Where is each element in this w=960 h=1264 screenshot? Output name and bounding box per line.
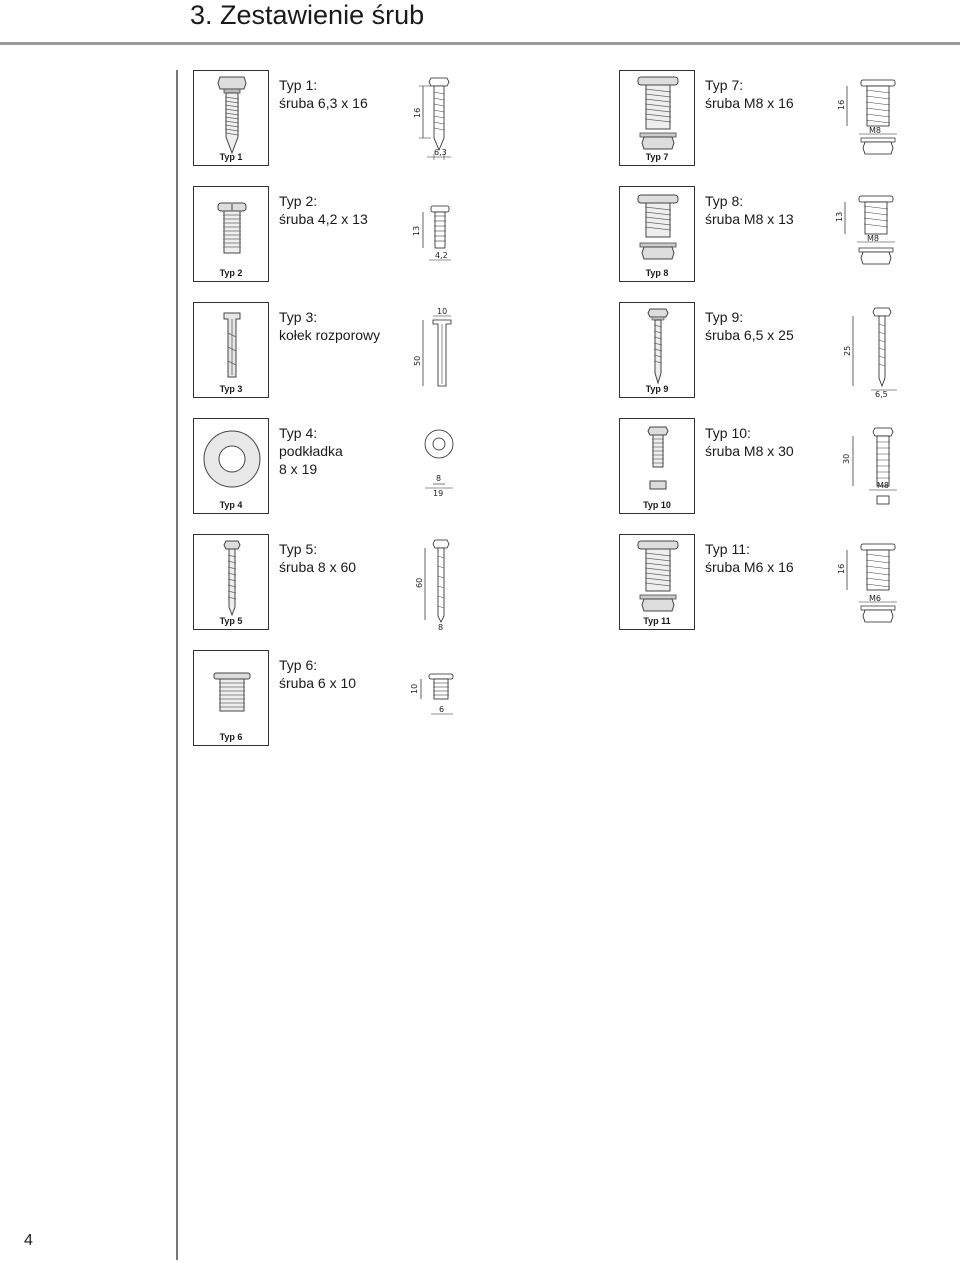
screw-description — [279, 76, 368, 112]
type-heading: Typ 8: — [705, 193, 744, 209]
dimension-drawing — [415, 422, 475, 502]
type-size: 8 x 19 — [279, 461, 318, 477]
dim-length-label: 13 — [835, 211, 844, 222]
type-heading: Typ 1: — [279, 77, 318, 93]
dimension-drawing — [837, 540, 917, 630]
dim-length-label: 10 — [410, 683, 419, 694]
dimension-drawing — [835, 190, 915, 280]
dimension-drawing — [413, 74, 473, 164]
type-heading: Typ 3: — [279, 309, 318, 325]
dim-width-label: M8 — [867, 234, 879, 243]
thumb-label: Typ 7 — [645, 152, 669, 162]
dim-width-label: M6 — [869, 594, 881, 603]
screw-photo-frame — [193, 650, 269, 746]
dim-width-label: 6,5 — [875, 390, 888, 399]
dimension-drawing — [411, 306, 471, 396]
dim-width-label: M8 — [877, 481, 889, 490]
screw-description — [279, 540, 356, 576]
type-heading: Typ 5: — [279, 541, 318, 557]
type-heading: Typ 6: — [279, 657, 318, 673]
dimension-drawing — [837, 304, 917, 400]
screw-photo-frame — [193, 534, 269, 630]
type-spec: kołek rozporowy — [279, 327, 381, 343]
screw-card-typ-4 — [193, 418, 493, 518]
screw-card-typ-11 — [619, 534, 919, 634]
dim-length-label: 60 — [415, 577, 424, 588]
thumb-label: Typ 9 — [645, 384, 669, 394]
screw-photo-frame — [619, 418, 695, 514]
dim-length-label: 16 — [413, 107, 422, 118]
dim-length-label: 30 — [842, 453, 851, 464]
page-number: 4 — [24, 1232, 33, 1249]
thumb-label: Typ 1 — [219, 152, 243, 162]
screw-photo-frame — [193, 70, 269, 166]
type-heading: Typ 9: — [705, 309, 744, 325]
type-heading: Typ 11: — [705, 541, 750, 557]
screw-photo-frame — [193, 302, 269, 398]
screw-description — [705, 76, 794, 112]
screw-description — [279, 656, 356, 692]
screw-photo-frame — [193, 418, 269, 514]
thumb-label: Typ 4 — [219, 500, 243, 510]
screw-description — [279, 424, 343, 478]
screw-card-typ-1 — [193, 70, 493, 170]
dim-outer-label: 19 — [433, 489, 444, 498]
screw-card-typ-5 — [193, 534, 493, 634]
type-spec: podkładka — [279, 443, 343, 459]
screw-photo-frame — [619, 186, 695, 282]
screw-photo-frame — [193, 186, 269, 282]
screw-card-typ-3 — [193, 302, 493, 402]
dim-length-label: 25 — [843, 345, 852, 356]
dim-width-label: 8 — [438, 623, 444, 632]
thumb-label: Typ 10 — [643, 500, 671, 510]
dimension-drawing — [837, 76, 917, 166]
type-heading: Typ 7: — [705, 77, 744, 93]
type-spec: śruba M8 x 13 — [705, 211, 794, 227]
page-title: 3. Zestawienie śrub — [190, 0, 425, 30]
screw-description — [705, 308, 794, 344]
screw-description — [705, 192, 794, 228]
dim-width-label: M8 — [869, 126, 881, 135]
dimension-drawing — [413, 200, 473, 270]
screw-description — [279, 308, 380, 344]
type-heading: Typ 4: — [279, 425, 318, 441]
dim-width-label: 6 — [439, 705, 445, 714]
type-spec: śruba M6 x 16 — [705, 559, 794, 575]
screw-photo-frame — [619, 70, 695, 166]
thumb-label: Typ 8 — [645, 268, 669, 278]
dim-length-label: 16 — [837, 563, 846, 574]
screw-photo-frame — [619, 302, 695, 398]
screw-description — [279, 192, 368, 228]
type-spec: śruba M8 x 16 — [705, 95, 794, 111]
type-spec: śruba 6,3 x 16 — [279, 95, 368, 111]
thumb-label: Typ 5 — [219, 616, 243, 626]
type-heading: Typ 2: — [279, 193, 318, 209]
type-heading: Typ 10: — [705, 425, 751, 441]
dimension-drawing — [409, 668, 469, 728]
dimension-drawing — [837, 424, 917, 514]
dimension-drawing — [413, 536, 473, 632]
dim-length-label: 16 — [837, 99, 846, 110]
title-divider — [0, 42, 960, 45]
dim-inner-label: 8 — [436, 474, 442, 483]
type-spec: śruba M8 x 30 — [705, 443, 794, 459]
type-spec: śruba 8 x 60 — [279, 559, 357, 575]
screw-card-typ-10 — [619, 418, 919, 518]
thumb-label: Typ 11 — [643, 616, 671, 626]
screw-description — [705, 540, 794, 576]
dim-width-label: 4,2 — [435, 251, 448, 260]
thumb-label: Typ 3 — [219, 384, 243, 394]
dim-length-label: 13 — [412, 225, 421, 236]
screw-card-typ-2 — [193, 186, 493, 286]
screw-description — [705, 424, 794, 460]
dim-width-label: 10 — [437, 307, 448, 316]
type-spec: śruba 4,2 x 13 — [279, 211, 368, 227]
type-spec: śruba 6 x 10 — [279, 675, 357, 691]
dim-width-label: 6,3 — [434, 148, 447, 157]
screw-card-typ-6 — [193, 650, 493, 750]
screw-photo-frame — [619, 534, 695, 630]
thumb-label: Typ 2 — [219, 268, 243, 278]
screw-card-typ-9 — [619, 302, 919, 402]
thumb-label: Typ 6 — [219, 732, 243, 742]
type-spec: śruba 6,5 x 25 — [705, 327, 794, 343]
screw-card-typ-8 — [619, 186, 919, 286]
margin-divider — [176, 70, 178, 1260]
screw-card-typ-7 — [619, 70, 919, 170]
dim-length-label: 50 — [413, 355, 422, 366]
